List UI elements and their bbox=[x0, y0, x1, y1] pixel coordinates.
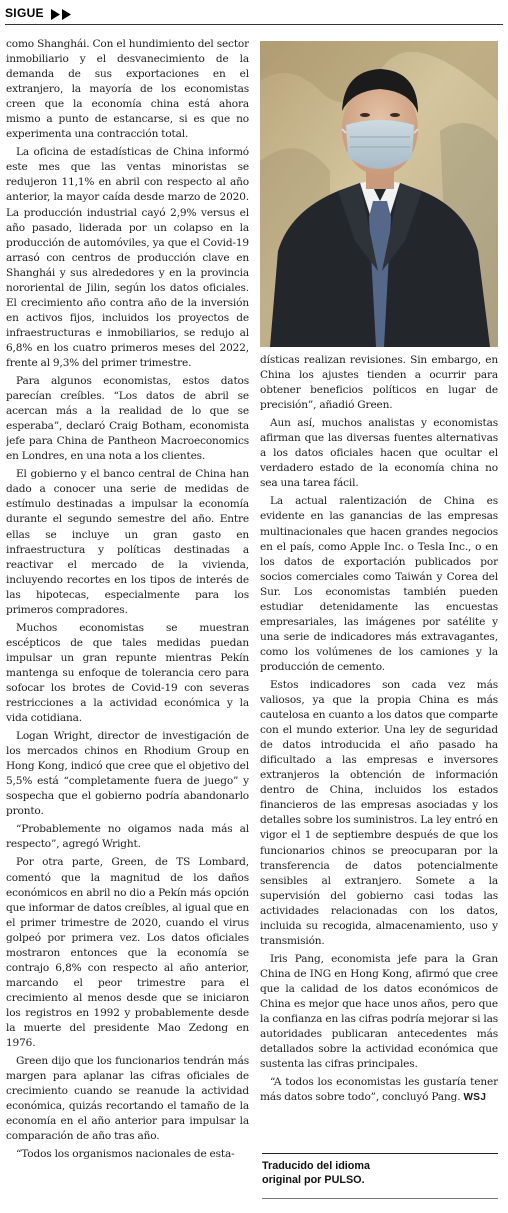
paragraph: La actual ralentización de China es evidente en las ganancias de las empresas multinacionales que hacen grandes negocios en el país, como Apple Inc. o Tesla Inc., o en los datos de exportación publicados por socios comerciales como Taiwán y Corea del Sur. Los economistas también pueden estudiar detenidamente las encuestas empresariales, las imágenes por satélite y una serie de indicadores más extravagantes, como los volúmenes de los camiones y la producción de cemento. bbox=[260, 495, 498, 673]
paragraph: Green dijo que los funcionarios tendrán más margen para aplanar las cifras oficiales de crecimiento cuando se reanude la actividad económica, quizás recortando el tamaño de la economía en el año anterior para impulsar la comparación de año tras año. bbox=[6, 1055, 249, 1143]
paragraph: dísticas realizan revisiones. Sin embargo, en China los ajustes tienden a ocurrir para obtener beneficios políticos en lugar de precisión”, añadió Green. bbox=[260, 354, 498, 412]
paragraph: El gobierno y el banco central de China han dado a conocer una serie de medidas de estímulo destinadas a impulsar la economía durante el segundo semestre del año. Entre ellas se incluye un gran gasto en infraestructura y políticas destinadas a reactivar el mercado de la vivienda, incluyendo recortes en los tipos de interés de las hipotecas, especialmente para los primeros compradores. bbox=[6, 468, 249, 616]
paragraph: Logan Wright, director de investigación de los mercados chinos en Rhodium Group en Hong Kong, indicó que cree que el objetivo del 5,5% está “completamente fuera de juego” y sospecha que el gobierno podría abandonarlo pronto. bbox=[6, 730, 249, 818]
double-play-arrow-icon bbox=[51, 9, 73, 20]
paragraph: Para algunos economistas, estos datos parecían creíbles. “Los datos de abril se acercan más a la realidad de lo que se esperaba”, declaró Craig Botham, economista jefe para China de Pantheon Macroeconomics en Londres, en una nota a los clientes. bbox=[6, 375, 249, 463]
translation-credit bbox=[262, 1159, 498, 1187]
article-column-left bbox=[6, 37, 249, 1207]
paragraph: “Todos los organismos nacionales de esta- bbox=[16, 1148, 235, 1161]
sigue-label: SIGUE bbox=[5, 6, 44, 20]
paragraph: La oficina de estadísticas de China informó este mes que las ventas minoristas se redujeron 11,1% en abril con respecto al año anterior, la mayor caída desde marzo de 2020. La producción industrial cayó 2,9% versus el año pasado, liderada por un colapso en la producción de automóviles, ya que el Covid-19 arrasó con centros de producción clave en Shanghái y sus alrededores y en la provincia nororiental de Jilin, según los datos oficiales. El crecimiento año contra año de la inversión en activos fijos, incluidos los proyectos de infraestructuras e inmobiliarios, se redujo al 6,8% en los cuatro primeros meses del 2022, frente al 9,3% del primer trimestre. bbox=[6, 146, 249, 369]
credit-divider-bottom bbox=[262, 1198, 498, 1199]
paragraph: Estos indicadores son cada vez más valiosos, ya que la propia China es más cautelosa en cuanto a los datos que comparte con el mundo exterior. Una ley de seguridad de datos introducida el año pasado ha dificultado a las empresas e inversores extranjeros la obtención de información dentro de China, incluidos los estados financieros de las empresas asociadas y los detalles sobre los suministros. La ley entró en vigor el 1 de septiembre después de que los funcionarios chinos se preocuparan por la transferencia de datos potencialmente sensibles al extranjero. Somete a la supervisión del gobierno casi todas las actividades relacionadas con los datos, incluida su recogida, almacenamiento, uso y transmisión. bbox=[260, 678, 498, 947]
article-column-right bbox=[260, 353, 498, 1145]
wsj-signature: WSJ bbox=[463, 1092, 487, 1104]
portrait-photo bbox=[260, 41, 498, 347]
portrait-photo-masked-man-icon bbox=[260, 41, 498, 347]
credit-line: Traducido del idioma bbox=[262, 1160, 370, 1172]
paragraph: Por otra parte, Green, de TS Lombard, comentó que la magnitud de los daños económicos en abril no dio a Pekín más opción que informar de datos creíbles, al igual que en el primer trimestre de 2020, cuando el virus golpeó por primera vez. Los datos oficiales mostraron entonces que la economía se contrajo 6,8% con respecto al año anterior, marcando el peor trimestre para el crecimiento al menos desde que se iniciaron los registros en 1992 y probablemente desde la muerte del presidente Mao Zedong en 1976. bbox=[6, 856, 249, 1050]
paragraph: como Shanghái. Con el hundimiento del sector inmobiliario y el desvanecimiento de la demanda de sus exportaciones en el extranjero, la mayoría de los economistas creen que la economía china está ahora mismo a punto de estancarse, si es que no experimenta una contracción total. bbox=[6, 38, 249, 141]
paragraph: Aun así, muchos analistas y economistas afirman que las diversas fuentes alternativas a los datos oficiales hacen que ocultar el verdadero estado de la economía china no sea una tarea fácil. bbox=[260, 417, 498, 490]
continues-header bbox=[5, 5, 503, 25]
closing-quote: “A todos los economistas les gustaría tener más datos sobre todo”, concluyó Pang. bbox=[260, 1076, 498, 1104]
paragraph: Iris Pang, economista jefe para la Gran China de ING en Hong Kong, afirmó que cree que la calidad de los datos económicos de China es mejor que hace unos años, pero que la confianza en las cifras podría mejorar si las autoridades publicaran antecedentes más detallados sobre la actividad económica que sustenta las cifras principales. bbox=[260, 952, 498, 1071]
paragraph: Muchos economistas se muestran escépticos de que tales medidas puedan impulsar un gran repunte mientras Pekín mantenga su enfoque de tolerancia cero para sofocar los brotes de Covid-19 con severas restricciones a la actividad económica y la vida cotidiana. bbox=[6, 621, 249, 725]
paragraph: “Probablemente no oigamos nada más al respecto”, agregó Wright. bbox=[6, 823, 249, 851]
paragraph bbox=[260, 1075, 498, 1105]
credit-divider-top bbox=[262, 1153, 498, 1154]
credit-line: original por PULSO. bbox=[262, 1174, 365, 1186]
